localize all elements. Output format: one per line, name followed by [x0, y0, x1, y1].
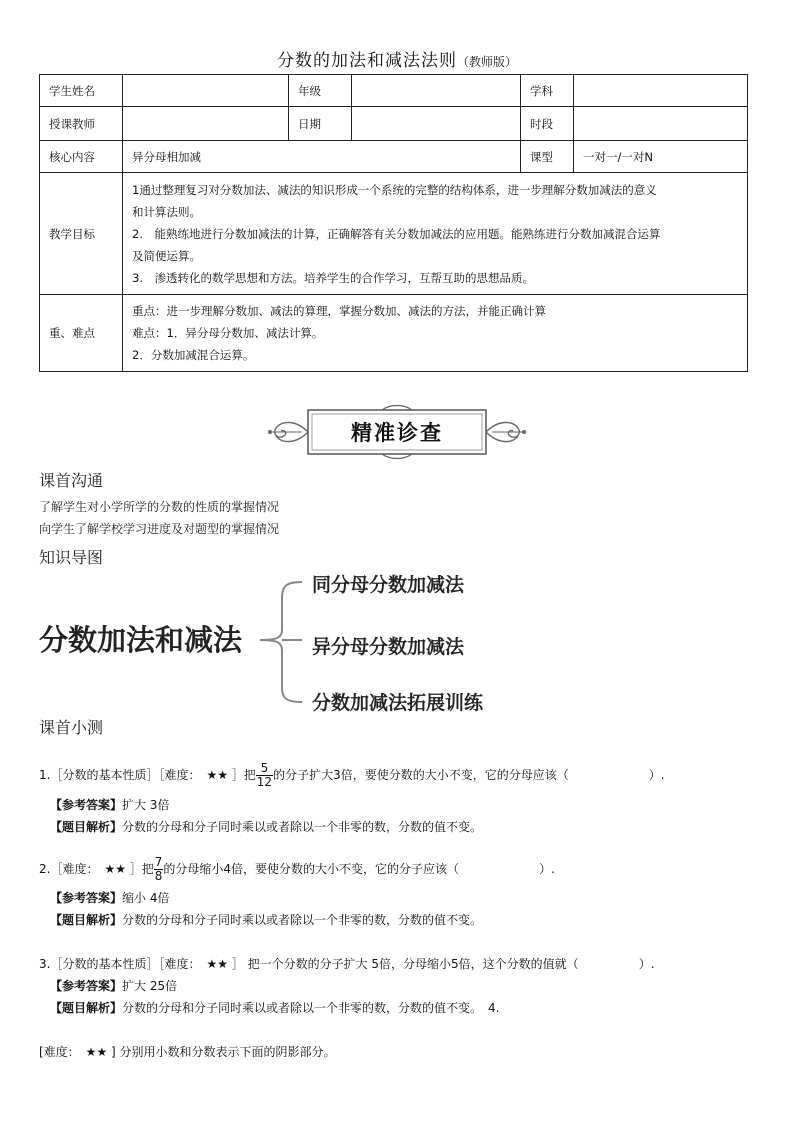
analysis-tag: 【题目解析】	[50, 913, 123, 927]
answer-analysis	[50, 818, 482, 835]
grade-label: 年级	[289, 75, 352, 107]
core-content-value: 异分母相加减	[123, 141, 521, 173]
answer-analysis	[50, 911, 482, 928]
question-text: 3.［分数的基本性质］［难度： ★★ ］ 把一个分数的分子扩大 5倍，分母缩小5倍，这个分数的值就（	[39, 957, 579, 971]
goal-line: 1通过整理复习对分数加法、减法的知识形成一个系统的完整的结构体系，进一步理解分数加减法的意义	[132, 182, 657, 197]
fraction-denominator: 12	[256, 775, 273, 789]
teacher-value	[123, 107, 289, 141]
question-text: 1.［分数的基本性质］［难度： ★★ ］把	[39, 768, 256, 782]
mindmap-heading: 知识导图	[39, 548, 104, 567]
mindmap-root: 分数加法和减法	[39, 623, 243, 657]
teacher-label: 授课教师	[40, 107, 123, 141]
lesson-info-table	[39, 74, 748, 372]
reference-answer	[50, 977, 177, 994]
answer-text: 扩大 25倍	[122, 979, 178, 993]
goal-line: 及简便运算。	[132, 248, 201, 263]
communication-line: 向学生了解学校学习进度及对题型的掌握情况	[39, 522, 280, 536]
communication-line: 了解学生对小学所学的分数的性质的掌握情况	[39, 500, 280, 514]
key-points-label: 重、难点	[40, 295, 123, 372]
goal-line: 3. 渗透转化的数学思想和方法。培养学生的合作学习，互帮互助的思想品质。	[132, 270, 534, 285]
section-banner	[262, 402, 532, 462]
mindmap-branch: 分数加减法拓展训练	[312, 692, 484, 714]
key-points-content	[123, 295, 748, 372]
question-end: ）.	[539, 862, 555, 876]
analysis-tag: 【题目解析】	[50, 820, 123, 834]
goal-line: 和计算法则。	[132, 204, 201, 219]
question-4	[39, 1043, 336, 1060]
subject-label: 学科	[521, 75, 574, 107]
question-text: 2.［难度： ★★ ］把	[39, 862, 154, 876]
question-3	[39, 955, 655, 972]
document-title	[0, 46, 794, 71]
key-point-line: 2．分数加减混合运算。	[132, 348, 255, 362]
analysis-text: 分数的分母和分子同时乘以或者除以一个非零的数，分数的值不变。	[122, 913, 483, 927]
goal-line: 2. 能熟练地进行分数加减法的计算，正确解答有关分数加减法的应用题。能熟练进行分数加减混合运算	[132, 226, 661, 241]
student-name-value	[123, 75, 289, 107]
subject-value	[574, 75, 748, 107]
student-name-label: 学生姓名	[40, 75, 123, 107]
title-subtitle: （教师版）	[456, 55, 517, 69]
question-1	[39, 762, 665, 789]
reference-answer	[50, 889, 169, 906]
banner-title: 精准诊查	[351, 420, 443, 445]
question-text: 的分子扩大3倍，要使分数的大小不变，它的分母应该（	[273, 768, 569, 782]
date-value	[352, 107, 521, 141]
fraction	[154, 856, 164, 883]
mindmap-branch: 同分母分数加减法	[312, 574, 465, 596]
mindmap-brace-icon	[252, 572, 312, 712]
analysis-text: 分数的分母和分子同时乘以或者除以一个非零的数，分数的值不变。	[122, 820, 483, 834]
question-text: [难度： ★★ ] 分别用小数和分数表示下面的阴影部分。	[39, 1045, 336, 1059]
teaching-goals-label: 教学目标	[40, 173, 123, 295]
lesson-type-value: 一对一/一对N	[574, 141, 748, 173]
period-label: 时段	[521, 107, 574, 141]
grade-value	[352, 75, 521, 107]
communication-heading: 课首沟通	[39, 471, 104, 490]
lesson-type-label: 课型	[521, 141, 574, 173]
fraction-numerator: 5	[256, 762, 273, 776]
analysis-tag: 【题目解析】	[50, 1001, 123, 1015]
question-2	[39, 856, 555, 883]
answer-text: 缩小 4倍	[122, 891, 170, 905]
fraction-numerator: 7	[154, 855, 163, 869]
teaching-goals-content	[123, 173, 748, 295]
quiz-heading: 课首小测	[39, 718, 104, 737]
answer-analysis	[50, 999, 499, 1016]
question-end: ）.	[638, 957, 655, 971]
question-text: 的分母缩小4倍，要使分数的大小不变，它的分子应该（	[163, 862, 460, 876]
fraction	[256, 762, 273, 789]
fraction-denominator: 8	[154, 869, 163, 883]
answer-tag: 【参考答案】	[50, 798, 123, 812]
key-point-line: 难点：1．异分母分数加、减法计算。	[132, 326, 324, 340]
answer-tag: 【参考答案】	[50, 891, 123, 905]
core-content-label: 核心内容	[40, 141, 123, 173]
period-value	[574, 107, 748, 141]
key-point-line: 重点：进一步理解分数加、减法的算理，掌握分数加、减法的方法，并能正确计算	[132, 304, 546, 318]
title-text: 分数的加法和减法法则	[276, 51, 457, 71]
reference-answer	[50, 796, 169, 813]
mindmap-branch: 异分母分数加减法	[312, 636, 465, 658]
date-label: 日期	[289, 107, 352, 141]
answer-tag: 【参考答案】	[50, 979, 123, 993]
answer-text: 扩大 3倍	[122, 798, 170, 812]
analysis-text: 分数的分母和分子同时乘以或者除以一个非零的数，分数的值不变。 4.	[122, 1001, 500, 1015]
question-end: ）.	[648, 768, 665, 782]
